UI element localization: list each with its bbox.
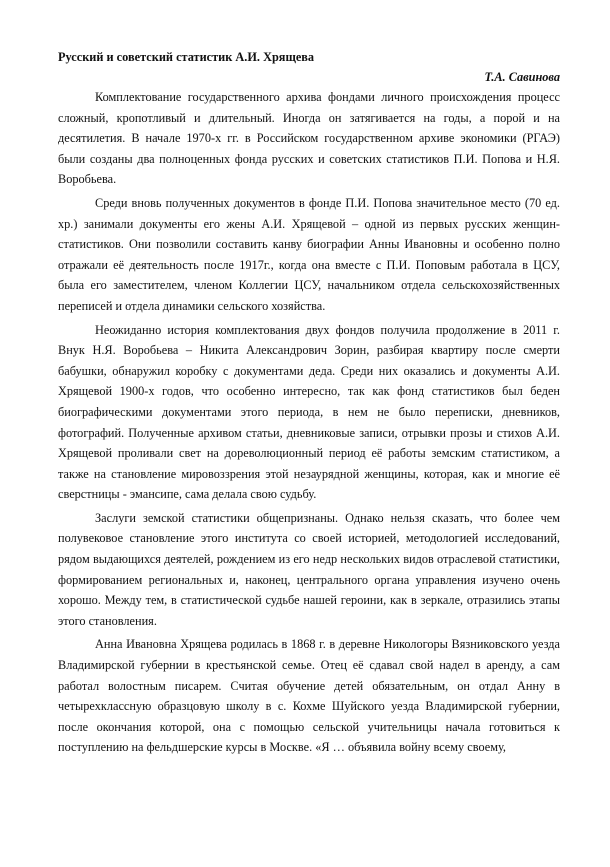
paragraph-5: Анна Ивановна Хрящева родилась в 1868 г. в деревне Никологоры Вязниковского уезда Владимирской губернии в крестьянской семье. Отец её сдавал свой надел в аренду, а сам работал волостным писарем. Считая обучение детей обязательным, он отдал Анну в четырехклассную образцовую школу в с. Кохме Шуйского уезда Владимирской губернии, после окончания которой, она с помощью сельской учительницы начала готовиться к поступлению на фельдшерские курсы в Москве. «Я … объявила войну всему своему,	[58, 637, 560, 755]
article-author: Т.А. Савинова	[484, 70, 560, 84]
paragraph-4: Заслуги земской статистики общепризнаны. Однако нельзя сказать, что более чем полувековое становление этого института со своей историей, методологией исследований, рядом выдающихся деятелей, рождением из его недр нескольких видов отраслевой статистики, формированием региональных и, наконец, центрального органа управления изучено очень хорошо. Между тем, в статистической судьбе нашей героини, как в зеркале, отразились этапы этого становления.	[58, 510, 560, 628]
paragraph-3: Неожиданно история комплектования двух фондов получила продолжение в 2011 г. Внук Н.Я. Воробьева – Никита Александрович Зорин, разбирая квартиру после смерти бабушки, обнаружил коробку с документами деда. Среди них оказались и документы А.И. Хрящевой 1900-х годов, что особенно интересно, так как фонд статистиков был беден биографическими документами этого периода, в нем не было переписки, дневников, фотографий. Полученные архивом статьи, дневниковые записи, отрывки прозы и стихов А.И. Хрящевой проливали свет на дореволюционный период её работы земским статистиком, а также на становление мировоззрения этой незаурядной женщины, которая, как и многие её сверстницы - эмансипе, сама делала свою судьбу.	[58, 322, 560, 502]
paragraph-1: Комплектование государственного архива фондами личного происхождения процесс сложный, кропотливый и длительный. Иногда он затягивается на годы, а порой и на десятилетия. В начале 1970-х гг. в Российском государственном архиве экономики (РГАЭ) были созданы два полноценных фонда русских и советских статистиков П.И. Попова и Н.Я. Воробьева.	[58, 90, 560, 187]
article-title: Русский и советский статистик А.И. Хрящева	[58, 50, 315, 64]
document-page	[58, 48, 560, 758]
paragraph-2: Среди вновь полученных документов в фонде П.И. Попова значительное место (70 ед. хр.) занимали документы его жены А.И. Хрящевой – одной из первых русских женщин-статистиков. Они позволили составить канву биографии Анны Ивановны и особенно полно отражали её деятельность после 1917г., когда она вместе с П.И. Поповым работала в ЦСУ, была его заместителем, членом Коллегии ЦСУ, начальником отдела сельскохозяйственных переписей и отдела динамики сельского хозяйства.	[58, 195, 560, 313]
